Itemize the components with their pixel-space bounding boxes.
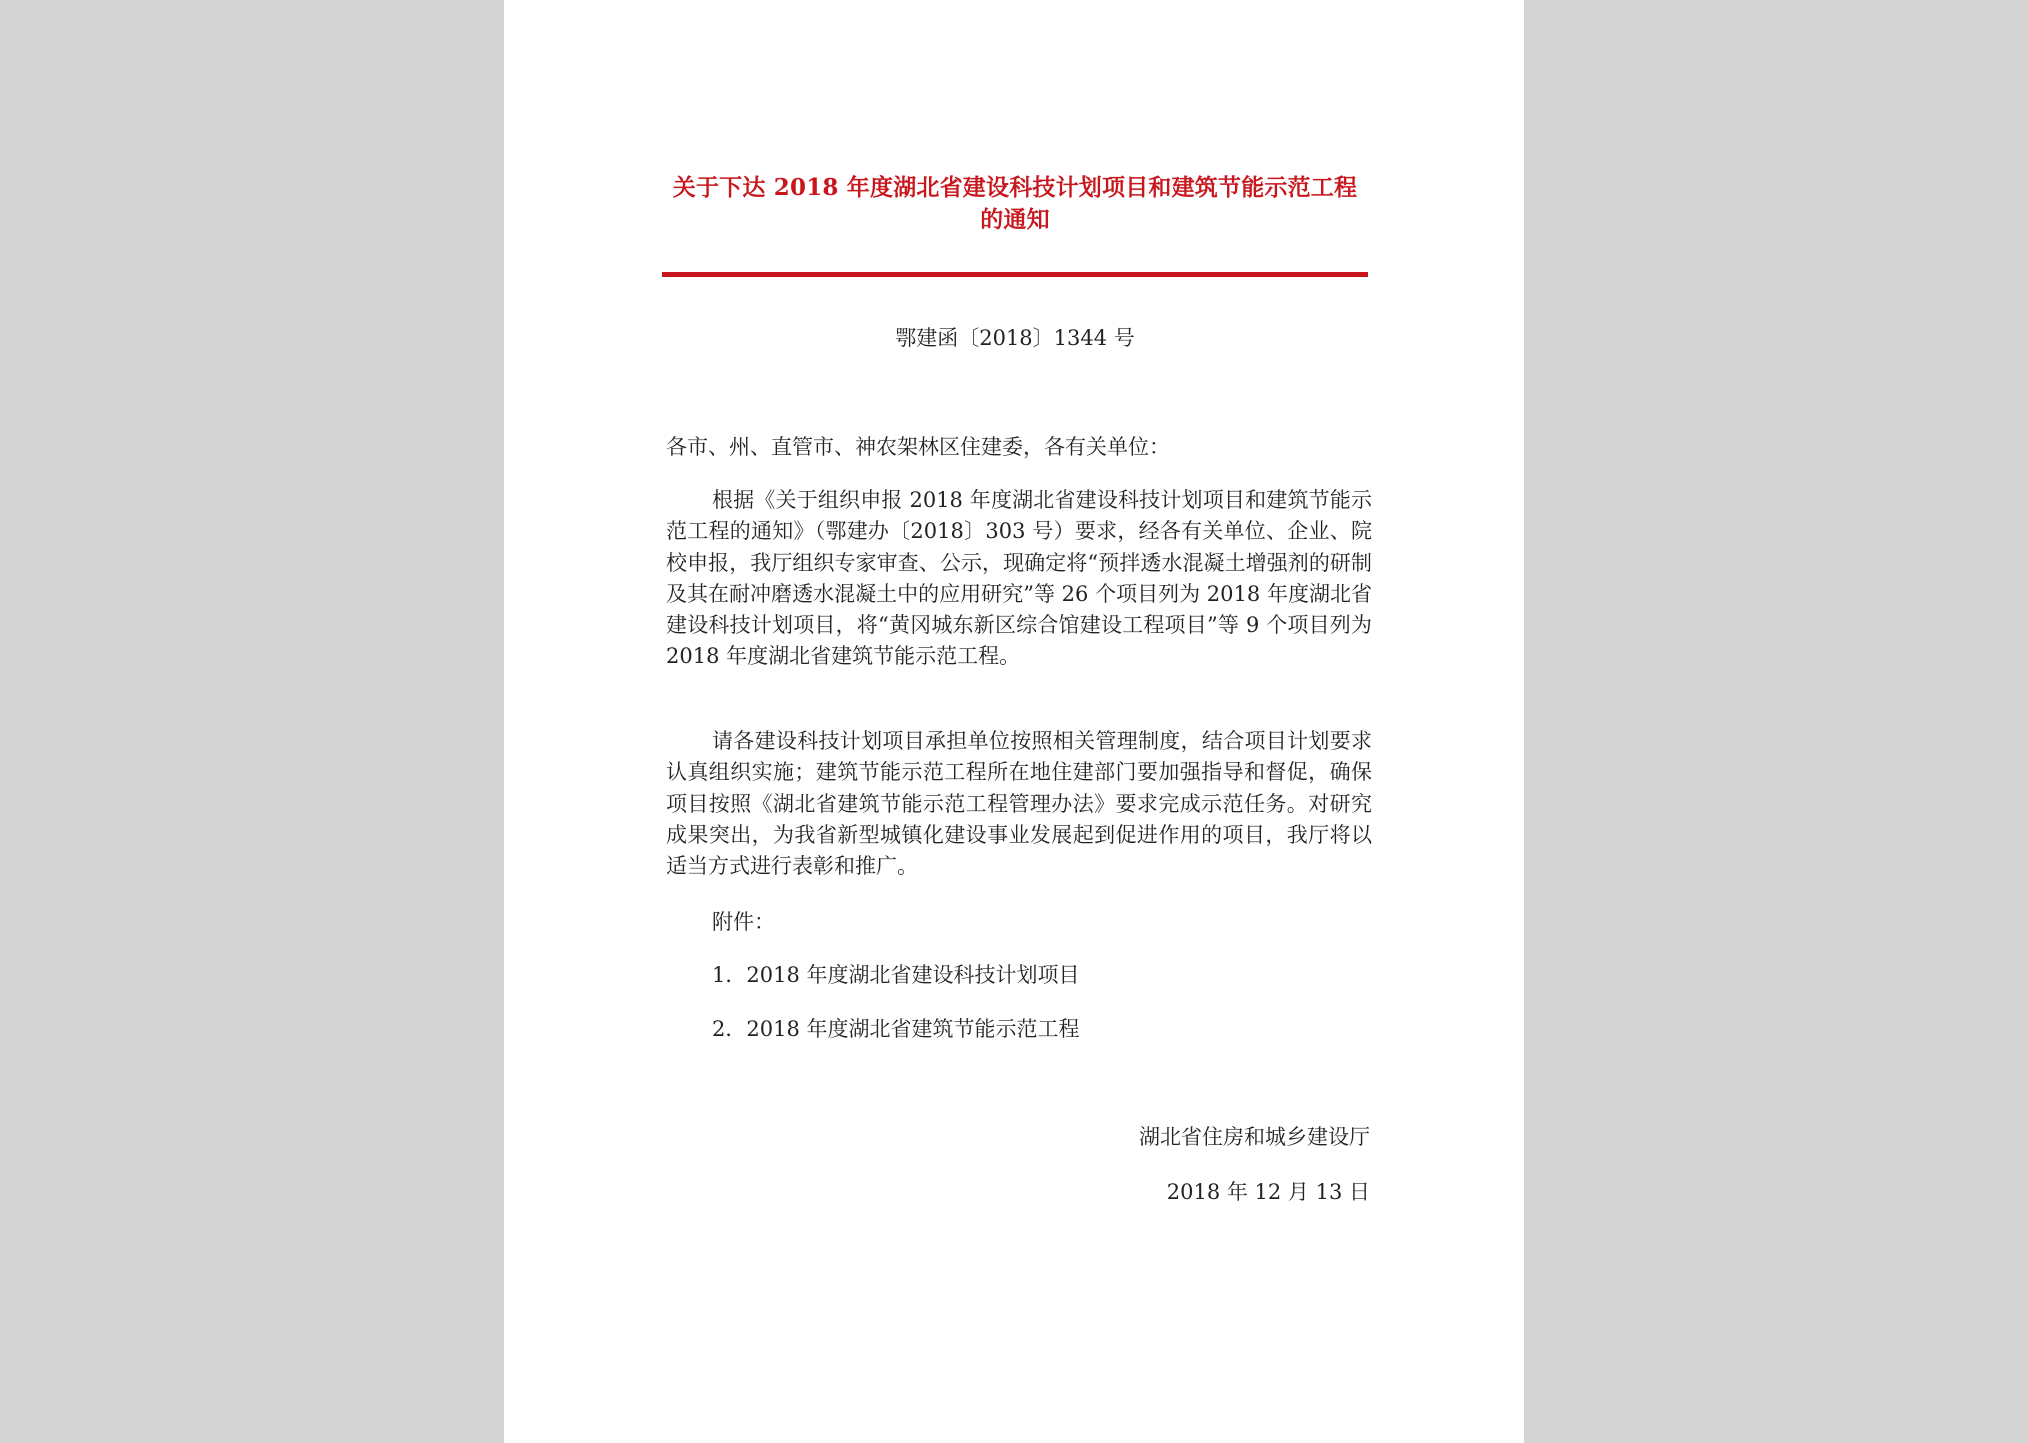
salutation: 各市、州、直管市、神农架林区住建委，各有关单位： bbox=[666, 435, 1170, 459]
issuer-name: 湖北省住房和城乡建设厅 bbox=[1139, 1125, 1370, 1149]
title-line-1: 关于下达 2018 年度湖北省建设科技计划项目和建筑节能示范工程 bbox=[672, 174, 1358, 201]
document-title bbox=[659, 172, 1371, 236]
paragraph-1: 根据《关于组织申报 2018 年度湖北省建设科技计划项目和建筑节能示范工程的通知》（鄂建办〔2018〕303 号）要求，经各有关单位、企业、院校申报，我厅组织专家审查、公示，现确定将“预拌透水混凝土增强剂的研制及其在耐冲磨透水混凝土中的应用研究”等 26 个项目列为 2018 年度湖北省建设科技计划项目，将“黄冈城东新区综合馆建设工程项目”等 9 个项目列为 2018 年度湖北省建筑节能示范工程。 bbox=[666, 488, 1372, 669]
attachments-label: 附件： bbox=[712, 910, 775, 934]
paragraph-2: 请各建设科技计划项目承担单位按照相关管理制度，结合项目计划要求认真组织实施；建筑节能示范工程所在地住建部门要加强指导和督促，确保项目按照《湖北省建筑节能示范工程管理办法》要求完成示范任务。对研究成果突出，为我省新型城镇化建设事业发展起到促进作用的项目，我厅将以适当方式进行表彰和推广。 bbox=[666, 729, 1372, 879]
red-header-rule bbox=[662, 272, 1368, 277]
document-number: 鄂建函〔2018〕1344 号 bbox=[895, 326, 1135, 350]
document-page bbox=[504, 0, 1524, 1443]
issue-date: 2018 年 12 月 13 日 bbox=[1166, 1180, 1370, 1204]
attachment-item-2: 2．2018 年度湖北省建筑节能示范工程 bbox=[712, 1017, 1080, 1041]
attachment-item-1: 1．2018 年度湖北省建设科技计划项目 bbox=[712, 963, 1080, 987]
title-line-2: 的通知 bbox=[980, 206, 1050, 233]
